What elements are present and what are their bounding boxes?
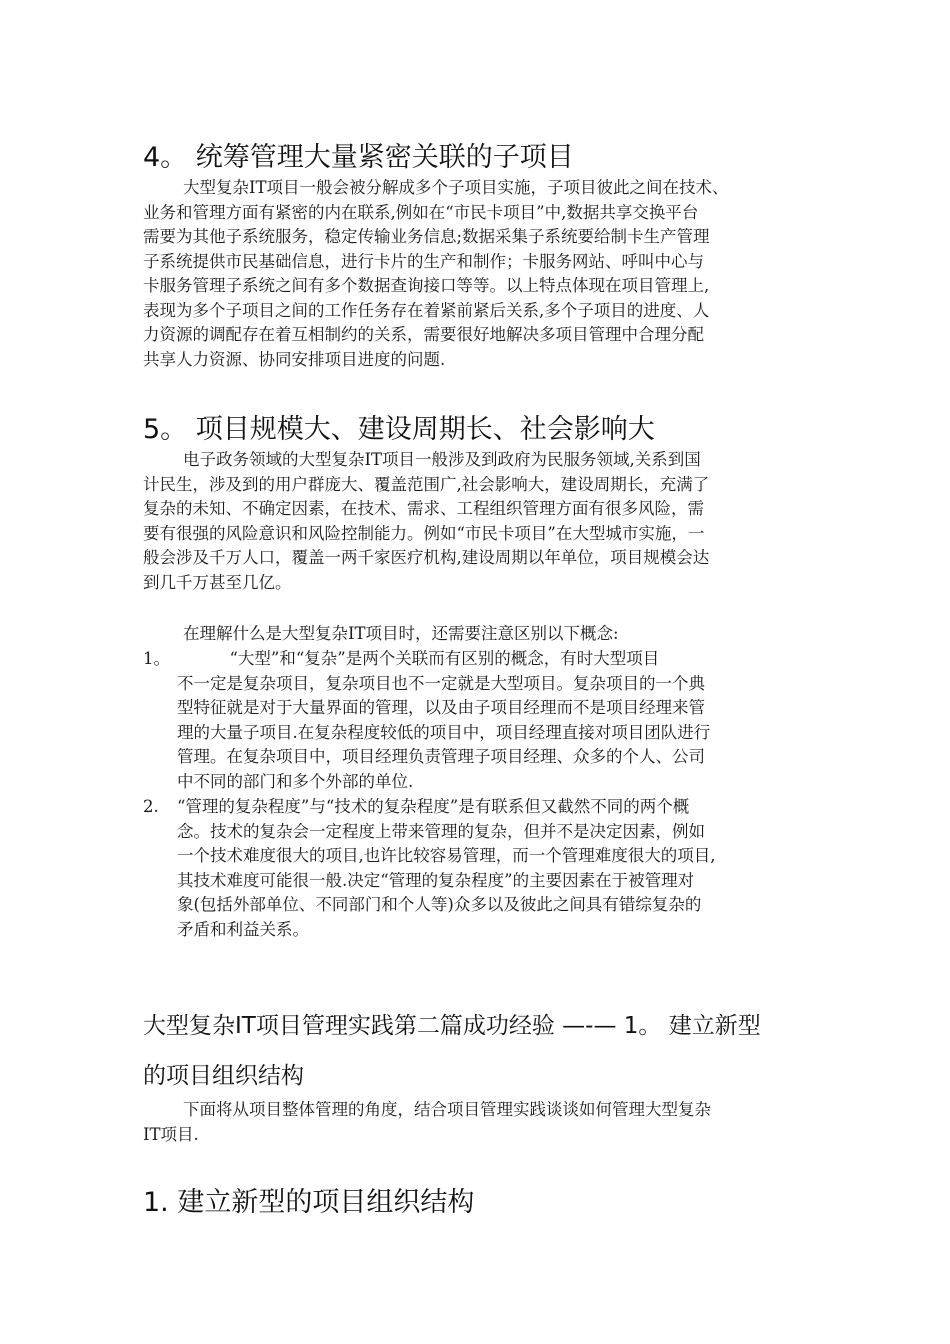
subsection-heading-1: 1. 建立新型的项目组织结构 <box>143 1187 475 1218</box>
article-title-line-1: 大型复杂IT项目管理实践第二篇成功经验 —-— 1。 建立新型 <box>143 1013 761 1039</box>
article-paragraph <box>143 1098 813 1147</box>
paragraph-line: 共享人力资源、协同安排项目进度的问题. <box>143 349 446 369</box>
paragraph-line: 表现为多个子项目之间的工作任务存在着紧前紧后关系,多个子项目的进度、人 <box>143 300 710 320</box>
paragraph-line: 电子政务领域的大型复杂IT项目一般涉及到政府为民服务领域,关系到国 <box>183 450 701 469</box>
paragraph-line: 到几千万甚至几亿。 <box>143 572 292 592</box>
section-heading-4: 4。 统筹管理大量紧密关联的子项目 <box>143 142 574 173</box>
list-number: 2. <box>143 797 159 816</box>
paragraph-line: 中不同的部门和多个外部的单位. <box>177 771 414 791</box>
paragraph-line: IT项目. <box>143 1124 199 1144</box>
paragraph-line: 要有很强的风险意识和风险控制能力。例如“市民卡项目”在大型城市实施，一 <box>143 523 705 543</box>
list-item-body <box>177 795 817 942</box>
paragraph-line: 象(包括外部单位、不同部门和个人等)众多以及彼此之间具有错综复杂的 <box>177 895 702 914</box>
paragraph-line: 理的大量子项目.在复杂程度较低的项目中，项目经理直接对项目团队进行 <box>177 722 711 742</box>
paragraph-line: 子系统提供市民基础信息，进行卡片的生产和制作；卡服务网站、呼叫中心与 <box>143 251 704 271</box>
paragraph-line: 业务和管理方面有紧密的内在联系,例如在“市民卡项目”中,数据共享交换平台 <box>143 202 699 222</box>
paragraph-line: 复杂的未知、不确定因素，在技术、需求、工程组织管理方面有很多风险，需 <box>143 499 704 518</box>
paragraph-line: 需要为其他子系统服务，稳定传输业务信息;数据采集子系统要给制卡生产管理 <box>143 227 710 246</box>
section-heading-5: 5。 项目规模大、建设周期长、社会影响大 <box>143 414 655 445</box>
paragraph-line: 般会涉及千万人口，覆盖一两千家医疗机构,建设周期以年单位，项目规模会达 <box>143 548 710 567</box>
paragraph-line: 念。技术的复杂会一定程度上带来管理的复杂，但并不是决定因素，例如 <box>177 821 705 841</box>
paragraph-line: 其技术难度可能很一般.决定“管理的复杂程度”的主要因素在于被管理对 <box>177 870 695 890</box>
article-title-line-2: 的项目组织结构 <box>143 1063 304 1089</box>
paragraph-line: “大型”和“复杂”是两个关联而有区别的概念，有时大型项目 <box>177 649 660 668</box>
paragraph-line: 一个技术难度很大的项目,也许比较容易管理，而一个管理难度很大的项目, <box>177 846 716 865</box>
paragraph-line: 管理。在复杂项目中，项目经理负责管理子项目经理、众多的个人、公司 <box>177 747 705 766</box>
paragraph-line: 型特征就是对于大量界面的管理，以及由子项目经理而不是项目经理来管 <box>177 698 705 717</box>
paragraph-line: “管理的复杂程度”与“技术的复杂程度”是有联系但又截然不同的两个概 <box>177 797 690 816</box>
list-item-body <box>177 647 817 794</box>
paragraph-line: 矛盾和利益关系。 <box>177 919 309 939</box>
paragraph-line: 卡服务管理子系统之间有多个数据查询接口等等。以上特点体现在项目管理上, <box>143 276 710 295</box>
paragraph-line: 不一定是复杂项目，复杂项目也不一定就是大型项目。复杂项目的一个典 <box>177 673 705 693</box>
list-number: 1。 <box>143 649 170 668</box>
paragraph-line: 力资源的调配存在着互相制约的关系，需要很好地解决多项目管理中合理分配 <box>143 325 704 344</box>
paragraph-line: 在理解什么是大型复杂IT项目时，还需要注意区别以下概念: <box>183 624 619 643</box>
section-4-paragraph <box>143 176 813 372</box>
concepts-intro <box>143 622 813 647</box>
paragraph-line: 下面将从项目整体管理的角度，结合项目管理实践谈谈如何管理大型复杂 <box>183 1100 711 1119</box>
paragraph-line: 计民生，涉及到的用户群庞大、覆盖范围广,社会影响大，建设周期长，充满了 <box>143 474 710 494</box>
section-5-paragraph <box>143 448 813 595</box>
paragraph-line: 大型复杂IT项目一般会被分解成多个子项目实施，子项目彼此之间在技术、 <box>183 178 729 197</box>
